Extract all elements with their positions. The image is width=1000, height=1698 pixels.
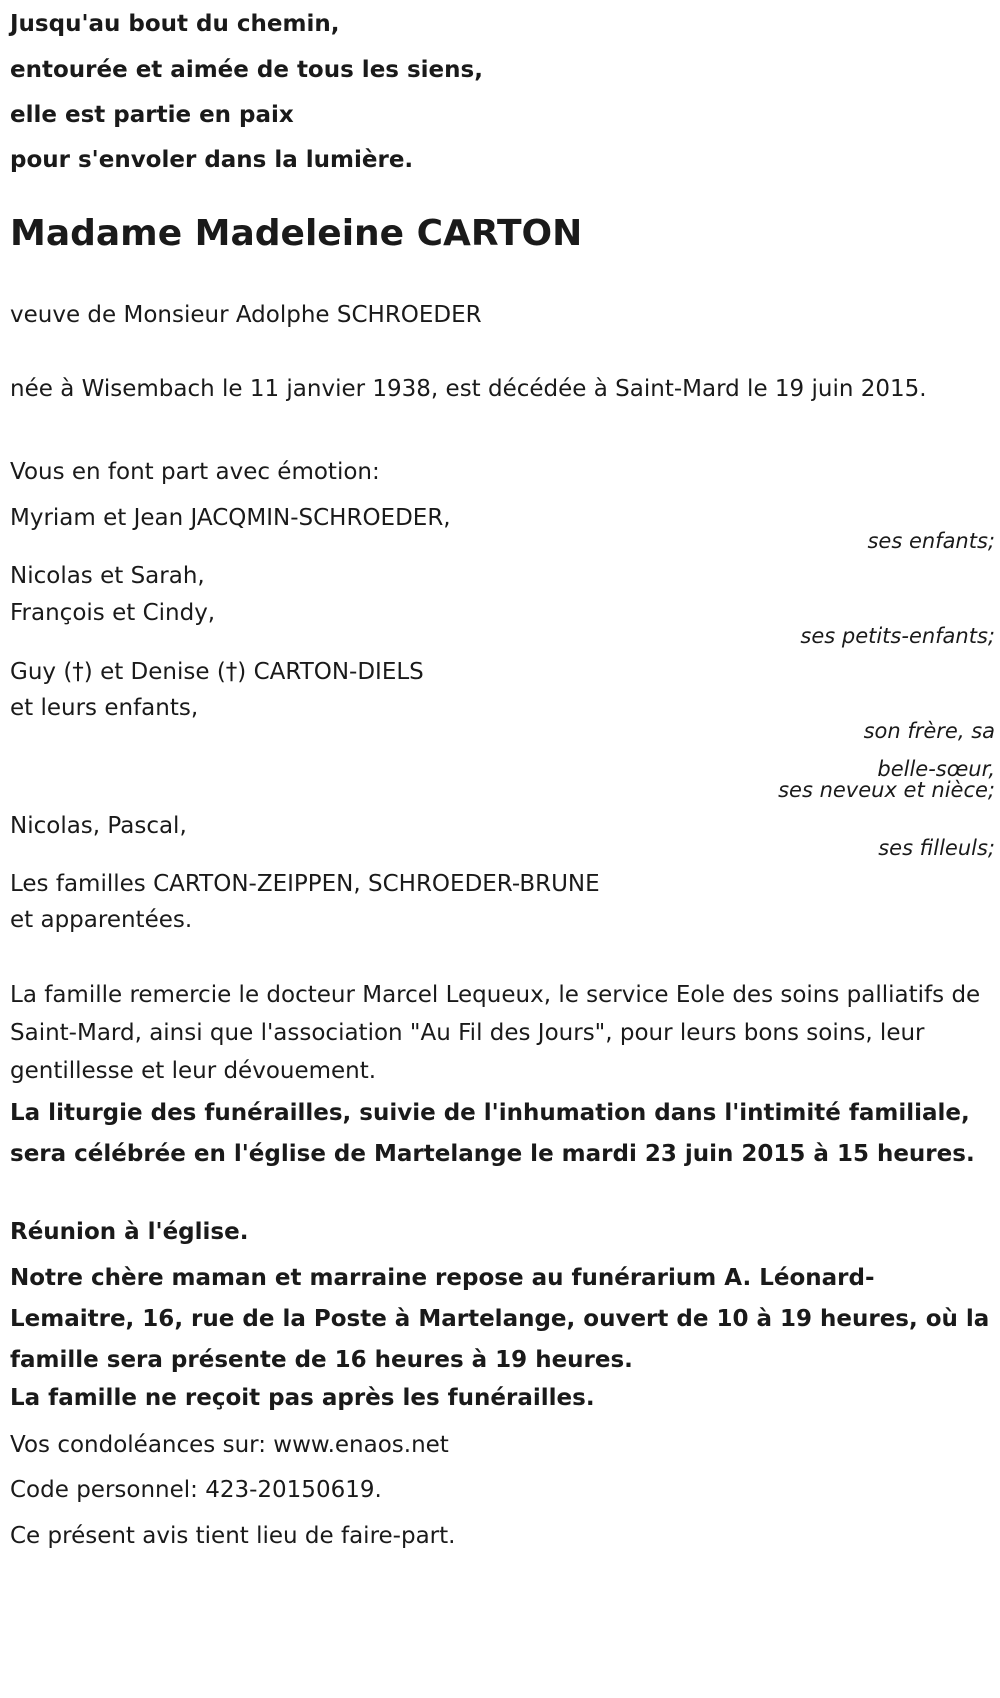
poem-line: pour s'envoler dans la lumière. xyxy=(10,147,414,173)
grandchildren-line: Nicolas et Sarah, xyxy=(10,563,205,589)
liturgy-text: La liturgie des funérailles, suivie de l'inhumation dans l'intimité familiale, sera célébrée en l'église de Martelange le mardi 23 juin 2015 à 15 heures. xyxy=(10,1100,975,1167)
meeting-text: Réunion à l'église. xyxy=(10,1219,249,1245)
children-line: Myriam et Jean JACQMIN-SCHROEDER, xyxy=(10,505,451,531)
sibling-relation: belle-sœur, xyxy=(877,757,995,781)
sibling-line: et leurs enfants, xyxy=(10,695,199,721)
sibling-line: Guy (†) et Denise (†) CARTON-DIELS xyxy=(10,659,424,685)
children-relation: ses enfants; xyxy=(867,529,995,553)
birth-death-text: née à Wisembach le 11 janvier 1938, est décédée à Saint-Mard le 19 juin 2015. xyxy=(10,376,927,402)
grandchildren-line: François et Cindy, xyxy=(10,600,216,626)
families-line: et apparentées. xyxy=(10,907,193,933)
thanks-text: La famille remercie le docteur Marcel Lequeux, le service Eole des soins palliatifs de Saint-Mard, ainsi que l'association "Au Fil des Jours", pour leurs bons soins, leur gentillesse et leur dévouement. xyxy=(10,982,981,1084)
personal-code-text: Code personnel: 423-20150619. xyxy=(10,1477,382,1503)
deceased-name: Madame Madeleine CARTON xyxy=(10,213,583,254)
grandchildren-relation: ses petits-enfants; xyxy=(800,624,995,648)
poem-line: Jusqu'au bout du chemin, xyxy=(10,11,340,37)
families-line: Les familles CARTON-ZEIPPEN, SCHROEDER-BRUNE xyxy=(10,871,600,897)
notice-text: Ce présent avis tient lieu de faire-part. xyxy=(10,1523,456,1549)
condolences-text: Vos condoléances sur: www.enaos.net xyxy=(10,1432,449,1458)
no-reception-text: La famille ne reçoit pas après les funérailles. xyxy=(10,1385,595,1411)
poem-line: entourée et aimée de tous les siens, xyxy=(10,57,483,83)
sibling-relation: ses neveux et nièce; xyxy=(778,778,995,802)
spouse-line: veuve de Monsieur Adolphe SCHROEDER xyxy=(10,302,482,328)
godchildren-relation: ses filleuls; xyxy=(878,836,995,860)
sibling-relation: son frère, sa xyxy=(863,719,995,743)
poem-line: elle est partie en paix xyxy=(10,102,294,128)
funerarium-text: Notre chère maman et marraine repose au funérarium A. Léonard-Lemaitre, 16, rue de la Poste à Martelange, ouvert de 10 à 19 heures, où la famille sera présente de 16 heures à 19 heures. xyxy=(10,1265,990,1373)
announcement: Vous en font part avec émotion: xyxy=(10,459,380,485)
godchildren-line: Nicolas, Pascal, xyxy=(10,813,187,839)
